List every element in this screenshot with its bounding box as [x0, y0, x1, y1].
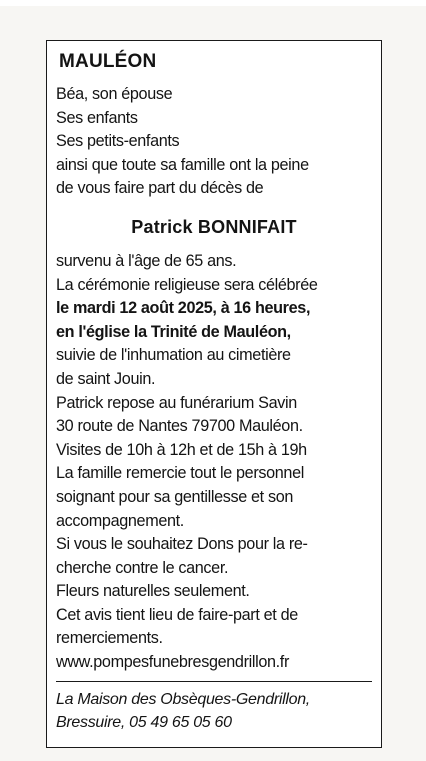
body-line: survenu à l'âge de 65 ans. — [56, 251, 237, 270]
announcement-line: Béa, son épouse — [56, 85, 173, 103]
body-line: suivie de l'inhumation au cimetière — [56, 346, 291, 365]
announcement-line: Ses petits-enfants — [56, 132, 180, 151]
obituary-notice — [46, 40, 382, 748]
ceremony-date-line: le mardi 12 août 2025, à 16 heures, — [56, 299, 311, 318]
footer-line: La Maison des Obsèques-Gendrillon, — [56, 690, 310, 708]
body-line: de saint Jouin. — [56, 369, 156, 388]
body-line: remerciements. — [56, 629, 163, 648]
footer-line: Bressuire, 05 49 65 05 60 — [56, 713, 232, 731]
body-line: Cet avis tient lieu de faire-part et de — [56, 605, 298, 624]
body-line: Si vous le souhaitez Dons pour la re- — [56, 535, 308, 554]
body-line: La famille remercie tout le personnel — [56, 464, 304, 483]
announcement-line: Ses enfants — [56, 108, 138, 127]
ceremony-place-line: en l'église la Trinité de Mauléon, — [56, 322, 291, 341]
announcement-lines — [56, 83, 372, 201]
body-line: accompagnement. — [56, 511, 184, 530]
divider — [56, 681, 372, 682]
announcement-line: de vous faire part du décès de — [56, 179, 264, 198]
body-line: 30 route de Nantes 79700 Mauléon. — [56, 417, 303, 436]
website-text: www.pompesfunebresgendrillon.fr — [56, 653, 289, 672]
body-line: Patrick repose au funérarium Savin — [56, 393, 297, 412]
body-line: Fleurs naturelles seulement. — [56, 582, 250, 601]
funeral-home-footer — [56, 688, 372, 734]
scan-edge — [0, 0, 426, 6]
deceased-name: Patrick BONNIFAIT — [131, 216, 297, 237]
body-line: La cérémonie religieuse sera célébrée — [56, 275, 318, 294]
announcement-line: ainsi que toute sa famille ont la peine — [56, 155, 309, 174]
body-line: soignant pour sa gentillesse et son — [56, 487, 294, 506]
town-heading: MAULÉON — [59, 51, 157, 72]
body-line: Visites de 10h à 12h et de 15h à 19h — [56, 440, 307, 459]
body-line: cherche contre le cancer. — [56, 558, 229, 577]
notice-body — [56, 250, 372, 675]
